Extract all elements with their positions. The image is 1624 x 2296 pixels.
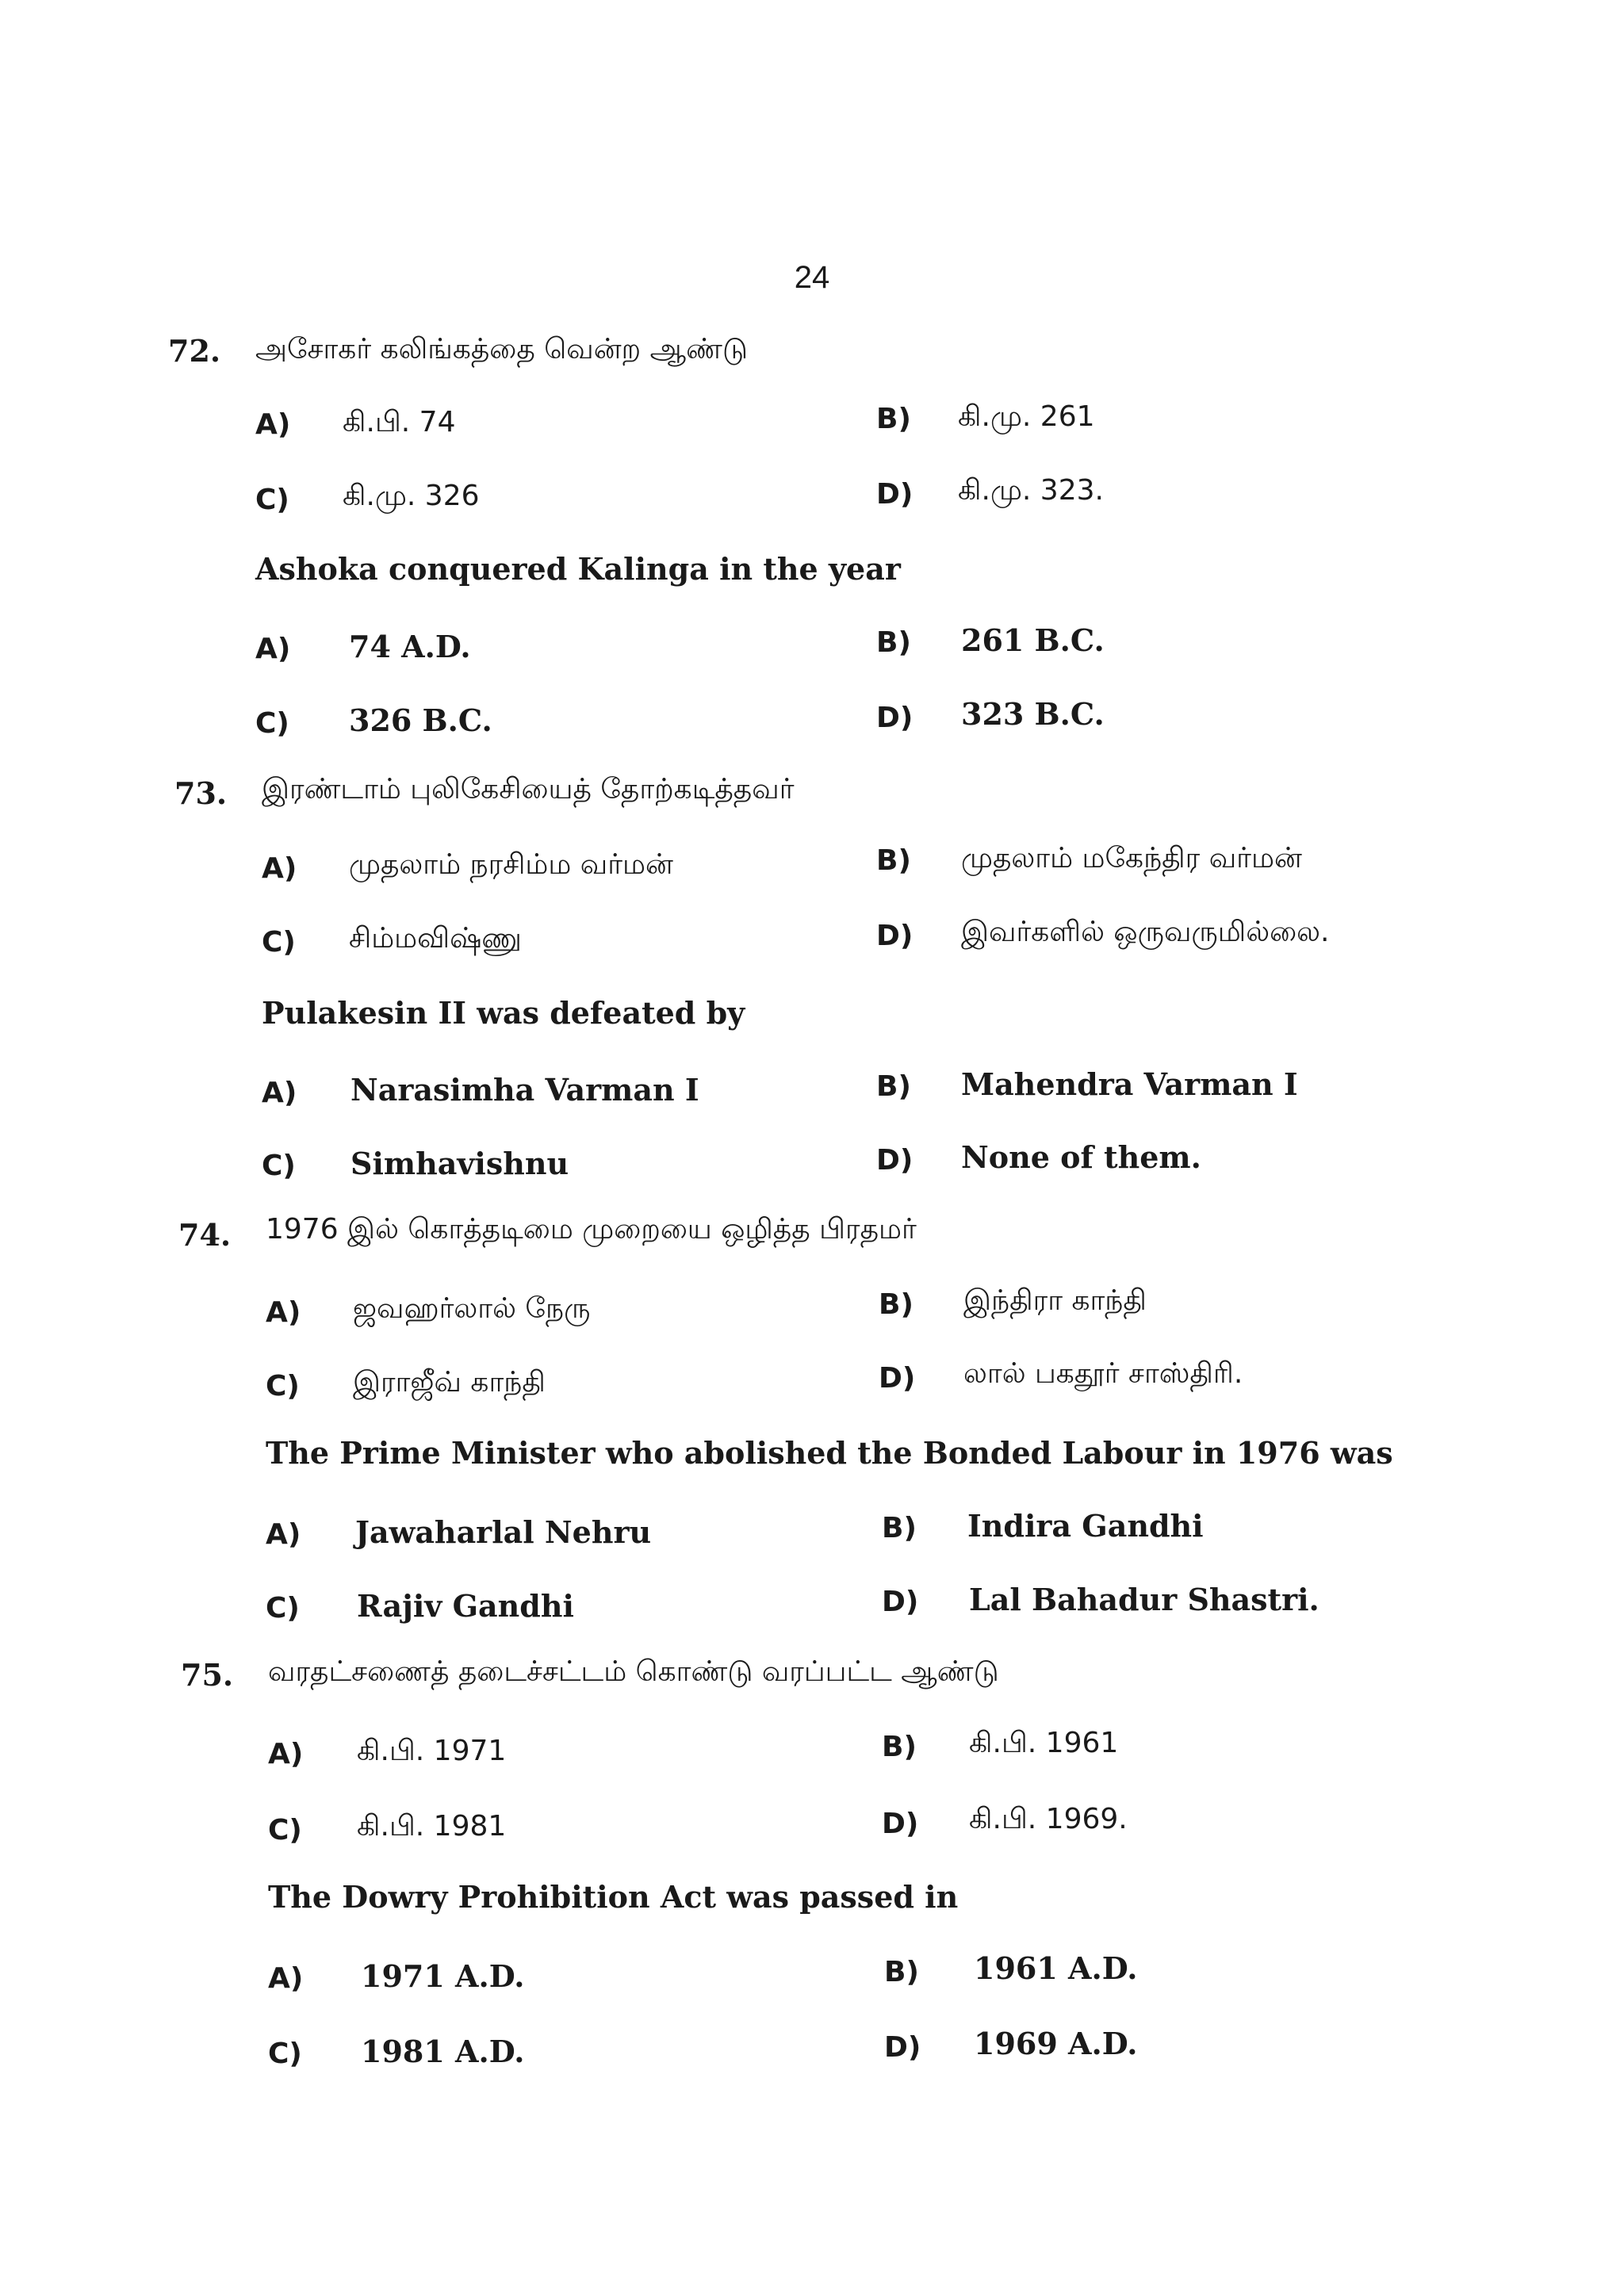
- option-c-tamil: சிம்மவிஷ்ணு: [349, 922, 522, 955]
- option-label-d: D): [876, 702, 914, 734]
- option-label-a: A): [262, 852, 297, 885]
- option-label-d: D): [876, 920, 914, 952]
- option-label-d: D): [879, 1362, 916, 1395]
- option-a-english: 1971 A.D.: [361, 1958, 525, 1994]
- option-a-english: Narasimha Varman I: [350, 1072, 699, 1108]
- page-number: 24: [794, 260, 830, 295]
- option-d-english: 323 B.C.: [961, 696, 1105, 732]
- option-a-english: 74 A.D.: [349, 629, 471, 664]
- option-label-c: C): [255, 484, 289, 516]
- question-number: 75.: [181, 1657, 234, 1693]
- option-b-english: 1961 A.D.: [974, 1950, 1138, 1986]
- option-label-b: B): [882, 1512, 917, 1544]
- option-d-tamil: லால் பகதூர் சாஸ்திரி.: [963, 1357, 1243, 1390]
- option-b-english: Mahendra Varman I: [961, 1066, 1298, 1102]
- question-stem-english: The Dowry Prohibition Act was passed in: [268, 1879, 959, 1915]
- option-label-d: D): [884, 2031, 921, 2064]
- option-label-c: C): [266, 1370, 300, 1402]
- option-b-tamil: கி.பி. 1961: [969, 1727, 1119, 1759]
- option-b-english: 261 B.C.: [961, 622, 1105, 658]
- option-c-tamil: இராஜீவ் காந்தி: [353, 1366, 546, 1399]
- option-label-b: B): [876, 403, 911, 435]
- option-label-d: D): [882, 1808, 919, 1840]
- option-d-tamil: கி.மு. 323.: [958, 474, 1104, 507]
- option-c-english: 1981 A.D.: [361, 2034, 525, 2069]
- option-a-tamil: கி.பி. 1971: [357, 1735, 507, 1767]
- option-label-a: A): [255, 633, 291, 665]
- option-c-tamil: கி.மு. 326: [343, 480, 480, 512]
- option-label-a: A): [266, 1518, 301, 1551]
- option-label-c: C): [268, 2038, 302, 2070]
- option-c-english: Simhavishnu: [350, 1146, 569, 1181]
- option-label-a: A): [268, 1738, 304, 1770]
- option-d-english: 1969 A.D.: [974, 2026, 1138, 2061]
- question-number: 74.: [178, 1217, 232, 1253]
- option-label-c: C): [268, 1814, 302, 1846]
- option-a-tamil: முதலாம் நரசிம்ம வர்மன்: [349, 848, 673, 881]
- option-label-c: C): [255, 707, 289, 740]
- question-number: 73.: [174, 775, 228, 811]
- option-label-b: B): [876, 626, 911, 659]
- option-d-tamil: இவர்களில் ஒருவருமில்லை.: [961, 916, 1330, 948]
- question-stem-english: The Prime Minister who abolished the Bonded Labour in 1976 was: [266, 1435, 1393, 1471]
- question-stem-tamil: இரண்டாம் புலிகேசியைத் தோற்கடித்தவர்: [262, 773, 795, 806]
- option-label-c: C): [266, 1592, 300, 1624]
- option-d-english: Lal Bahadur Shastri.: [969, 1582, 1320, 1617]
- option-label-b: B): [882, 1731, 917, 1763]
- question-number: 72.: [168, 333, 221, 369]
- option-label-c: C): [262, 1150, 296, 1182]
- option-label-a: A): [266, 1296, 301, 1329]
- option-c-english: Rajiv Gandhi: [357, 1588, 574, 1624]
- option-label-b: B): [879, 1288, 914, 1321]
- option-label-c: C): [262, 926, 296, 959]
- question-stem-tamil: வரதட்சணைத் தடைச்சட்டம் கொண்டு வரப்பட்ட ஆண்டு: [268, 1655, 999, 1688]
- question-stem-english: Pulakesin II was defeated by: [262, 995, 745, 1031]
- option-label-a: A): [262, 1077, 297, 1109]
- question-stem-tamil: அசோகர் கலிங்கத்தை வென்ற ஆண்டு: [255, 333, 749, 365]
- option-label-b: B): [876, 1070, 911, 1103]
- question-stem-tamil: 1976 இல் கொத்தடிமை முறையை ஒழித்த பிரதமர்: [266, 1213, 917, 1246]
- option-d-tamil: கி.பி. 1969.: [969, 1803, 1128, 1835]
- option-b-english: Indira Gandhi: [967, 1508, 1204, 1544]
- option-label-b: B): [884, 1956, 919, 1988]
- option-label-b: B): [876, 844, 911, 877]
- option-label-d: D): [876, 478, 914, 511]
- option-label-a: A): [255, 408, 291, 441]
- option-label-a: A): [268, 1962, 304, 1995]
- option-b-tamil: கி.மு. 261: [958, 400, 1095, 433]
- option-label-d: D): [876, 1144, 914, 1177]
- option-c-tamil: கி.பி. 1981: [357, 1810, 507, 1843]
- option-d-english: None of them.: [961, 1139, 1201, 1175]
- question-stem-english: Ashoka conquered Kalinga in the year: [255, 551, 901, 587]
- option-b-tamil: இந்திரா காந்தி: [963, 1284, 1147, 1317]
- option-b-tamil: முதலாம் மகேந்திர வர்மன்: [961, 842, 1302, 874]
- option-c-english: 326 B.C.: [349, 702, 492, 738]
- option-a-tamil: கி.பி. 74: [343, 406, 456, 438]
- option-label-d: D): [882, 1586, 919, 1618]
- option-a-english: Jawaharlal Nehru: [355, 1514, 652, 1550]
- option-a-tamil: ஜவஹர்லால் நேரு: [353, 1292, 591, 1325]
